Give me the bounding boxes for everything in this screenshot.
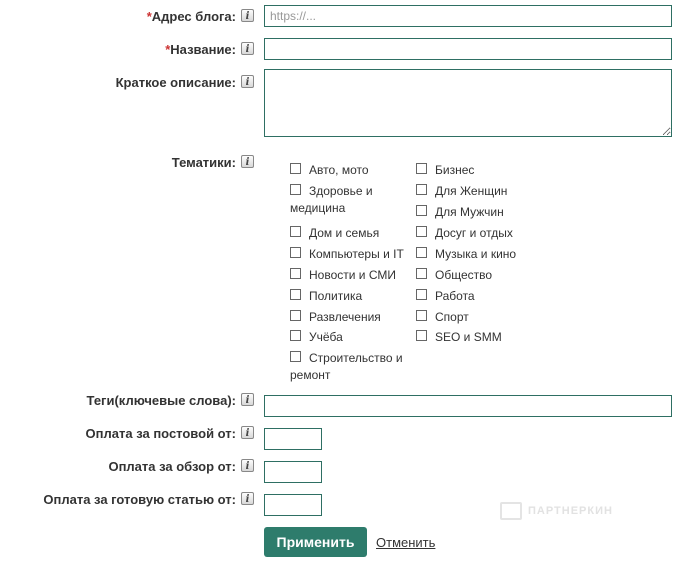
topic-label: Для Женщин: [435, 184, 508, 198]
topic-checkbox-item[interactable]: [416, 225, 556, 242]
apply-button[interactable]: Применить: [264, 527, 367, 557]
name-label: *Название:: [165, 42, 236, 57]
topic-label: Музыка и кино: [435, 247, 517, 261]
topic-label: Политика: [309, 289, 363, 303]
topic-label: Строительство и ремонт: [290, 351, 403, 382]
watermark: ПАРТНЕРКИН: [500, 502, 613, 520]
cancel-link[interactable]: Отменить: [376, 535, 436, 550]
topic-label: Компьютеры и IT: [309, 247, 404, 261]
topic-label: Спорт: [435, 310, 469, 324]
topic-checkbox-item[interactable]: [286, 183, 412, 217]
payment-post-label: Оплата за постовой от:: [85, 426, 236, 441]
topic-label: SEO и SMM: [435, 330, 502, 344]
payment-article-input[interactable]: [264, 494, 322, 516]
checkbox[interactable]: [290, 247, 301, 258]
payment-article-label: Оплата за готовую статью от:: [43, 492, 236, 507]
checkbox[interactable]: [416, 310, 427, 321]
info-icon[interactable]: i: [241, 393, 254, 406]
info-icon[interactable]: i: [241, 426, 254, 439]
topic-checkbox-item[interactable]: [416, 309, 556, 326]
topic-label: Для Мужчин: [435, 205, 504, 219]
topic-checkbox-item[interactable]: [416, 183, 556, 200]
topic-label: Работа: [435, 289, 475, 303]
topic-label: Общество: [435, 268, 493, 282]
topic-checkbox-item[interactable]: [416, 204, 556, 221]
topic-checkbox-item[interactable]: [416, 162, 556, 179]
checkbox[interactable]: [416, 226, 427, 237]
checkbox[interactable]: [416, 330, 427, 341]
topic-label: Бизнес: [435, 163, 475, 177]
info-icon[interactable]: i: [241, 459, 254, 472]
payment-review-input[interactable]: [264, 461, 322, 483]
required-mark: *: [146, 9, 152, 24]
topics-label: Тематики:: [171, 155, 236, 170]
topic-checkbox-item[interactable]: [290, 162, 412, 179]
topic-label: Авто, мото: [309, 163, 369, 177]
checkbox[interactable]: [416, 184, 427, 195]
checkbox[interactable]: [290, 330, 301, 341]
tags-label: Теги(ключевые слова):: [86, 393, 236, 408]
topic-checkbox-item[interactable]: [290, 329, 412, 346]
checkbox[interactable]: [416, 163, 427, 174]
blog-url-input[interactable]: [264, 5, 672, 27]
info-icon[interactable]: i: [241, 155, 254, 168]
topic-checkbox-item[interactable]: [290, 288, 412, 305]
topic-checkbox-item[interactable]: [416, 288, 556, 305]
topic-label: Дом и семья: [309, 226, 380, 240]
topic-checkbox-item[interactable]: [290, 225, 412, 242]
info-icon[interactable]: i: [241, 9, 254, 22]
topic-label: Досуг и отдых: [435, 226, 513, 240]
info-icon[interactable]: i: [241, 75, 254, 88]
topic-label: Развлечения: [309, 310, 381, 324]
checkbox[interactable]: [290, 351, 301, 362]
topic-checkbox-item[interactable]: [416, 246, 556, 263]
description-label: Краткое описание:: [115, 75, 236, 90]
checkbox[interactable]: [416, 205, 427, 216]
checkbox[interactable]: [290, 289, 301, 300]
name-input[interactable]: [264, 38, 672, 60]
checkbox[interactable]: [416, 247, 427, 258]
checkbox[interactable]: [290, 163, 301, 174]
tags-input[interactable]: [264, 395, 672, 417]
topic-label: Здоровье и медицина: [290, 184, 373, 215]
payment-review-label: Оплата за обзор от:: [108, 459, 236, 474]
blog-url-label: *Адрес блога:: [146, 9, 236, 24]
info-icon[interactable]: i: [241, 492, 254, 505]
checkbox[interactable]: [290, 268, 301, 279]
checkbox[interactable]: [290, 184, 301, 195]
checkbox[interactable]: [290, 310, 301, 321]
checkbox[interactable]: [290, 226, 301, 237]
topic-checkbox-item[interactable]: [416, 329, 556, 346]
topic-label: Учёба: [309, 330, 343, 344]
topic-checkbox-item[interactable]: [290, 267, 412, 284]
watermark-logo-icon: [500, 502, 522, 520]
description-textarea[interactable]: [264, 69, 672, 137]
topic-checkbox-item[interactable]: [290, 309, 412, 326]
topic-label: Новости и СМИ: [309, 268, 396, 282]
checkbox[interactable]: [416, 268, 427, 279]
required-mark: *: [165, 42, 171, 57]
payment-post-input[interactable]: [264, 428, 322, 450]
info-icon[interactable]: i: [241, 42, 254, 55]
topic-checkbox-item[interactable]: [286, 350, 412, 384]
topic-checkbox-item[interactable]: [416, 267, 556, 284]
topic-checkbox-item[interactable]: [290, 246, 412, 263]
checkbox[interactable]: [416, 289, 427, 300]
